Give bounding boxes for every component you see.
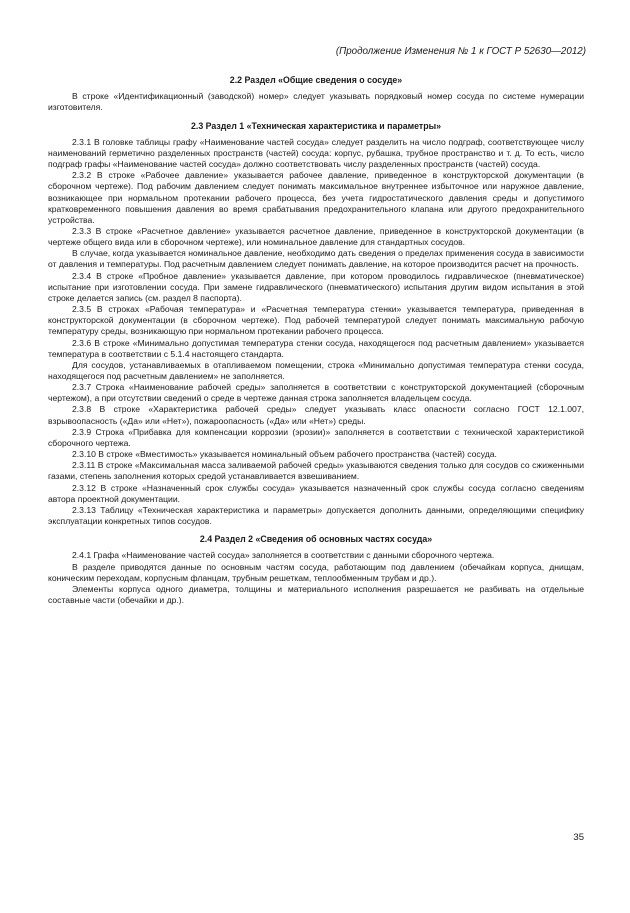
paragraph: 2.3.9 Строка «Прибавка для компенсации коррозии (эрозии)» заполняется в соответствии с технической характеристикой сборочного чертежа. [48, 426, 584, 448]
document-body [48, 72, 584, 606]
section-title: 2.3 Раздел 1 «Техническая характеристика и параметры» [191, 120, 441, 131]
paragraph: Элементы корпуса одного диаметра, толщины и материального исполнения разрешается не разбивать на отдельные составные части (обечайки и др.). [48, 583, 584, 606]
paragraph: В строке «Идентификационный (заводской) номер» следует указывать порядковый номер сосуда по системе нумерации изготовителя. [48, 91, 584, 113]
paragraph: 2.3.7 Строка «Наименование рабочей среды» заполняется в соответствии с конструкторской документацией (сборочным чертежом), а при отсутствии сведений о среде в чертеже данная строка заполняется владельцем сосуда. [48, 382, 584, 404]
paragraph: 2.3.4 В строке «Пробное давление» указывается давление, при котором проводилось гидравлическое (пневматическое) испытание при изготовлении сосуда. При замене гидравлического (пневматического) испытания другим видом испытания в этой строке делается запись (см. раздел 8 паспорта). [48, 270, 584, 303]
section-title: 2.4 Раздел 2 «Сведения об основных частях сосуда» [199, 534, 433, 545]
paragraph: 2.3.3 В строке «Расчетное давление» указывается расчетное давление, приведенное в конструкторской документации (в чертеже общего вида или в сборочном чертеже), или номинальное давление для стандартных сосудов. [48, 225, 584, 248]
paragraph: 2.3.6 В строке «Минимально допустимая температура стенки сосуда, находящегося под расчетным давлением» указывается температура в соответствии с 5.1.4 настоящего стандарта. [48, 337, 584, 359]
section-2-4 [48, 531, 584, 606]
paragraph: 2.4.1 Графа «Наименование частей сосуда» заполняется в соответствии с данными сборочного чертежа. [72, 550, 495, 561]
paragraph: 2.3.1 В головке таблицы графу «Наименование частей сосуда» следует разделить на число подграф, соответствующее числу наименований герметично разделенных пространств (частей) сосуда: корпус, рубашка, трубное пространство и т. д. То есть, число подграф графы «Наименование частей сосуда» должно соответствовать числу разделенных пространств (частей) сосуда. [48, 136, 584, 170]
page-number: 35 [573, 832, 584, 843]
paragraph: 2.3.2 В строке «Рабочее давление» указывается рабочее давление, приведенное в конструкторской документации (в сборочном чертеже). Под рабочим давлением следует понимать максимальное внутреннее избыточное или наружное давление, возникающее при нормальном протекании рабочего процесса, без учета гидростатического давления среды и допустимого кратковременного повышения давления во время срабатывания предохранительного клапана или другого предохранительного устройства. [48, 170, 584, 225]
section-2-3 [48, 118, 584, 528]
paragraph: В разделе приводятся данные по основным частям сосуда, работающим под давлением (обечайкам корпуса, днищам, коническим переходам, корпусным фланцам, трубным решеткам, теплообменным трубам и др.). [48, 561, 584, 583]
paragraph: Для сосудов, устанавливаемых в отапливаемом помещении, строка «Минимально допустимая температура стенки сосуда, находящегося под расчетным давлением» не заполняется. [48, 359, 584, 381]
running-header: (Продолжение Изменения № 1 к ГОСТ Р 52630—2012) [335, 46, 586, 57]
paragraph: 2.3.10 В строке «Вместимость» указывается номинальный объем рабочего пространства (частей) сосуда. [72, 449, 497, 460]
paragraph: 2.3.8 В строке «Характеристика рабочей среды» следует указывать класс опасности согласно ГОСТ 12.1.007, взрывоопасность («Да» или «Нет»), пожароопасность («Да» или «Нет») среды. [48, 404, 584, 426]
section-2-2 [48, 72, 584, 114]
paragraph: 2.3.13 Таблицу «Техническая характеристика и параметры» допускается дополнить данными, определяющими специфику эксплуатации конкретных типов сосудов. [48, 504, 584, 527]
paragraph: 2.3.12 В строке «Назначенный срок службы сосуда» указывается назначенный срок службы сосуда согласно сведениям автора проектной документации. [48, 482, 584, 504]
paragraph: 2.3.5 В строках «Рабочая температура» и «Расчетная температура стенки» указывается температура, приведенная в конструкторской документации (в сборочном чертеже). Под рабочей температурой следует понимать максимальную рабочую температуру среды, возникающую при нормальном протекании рабочего процесса. [48, 304, 584, 337]
section-title: 2.2 Раздел «Общие сведения о сосуде» [229, 75, 403, 85]
paragraph: 2.3.11 В строке «Максимальная масса заливаемой рабочей среды» указываются сведения только для сосудов со сжиженными газами, степень заполнения которых средой устанавливается взвешиванием. [48, 460, 584, 482]
paragraph: В случае, когда указывается номинальное давление, необходимо дать сведения о пределах применения сосуда в зависимости от давления и температуры. Под расчетным давлением следует понимать давление, на которое производится расчет на прочность. [48, 248, 584, 270]
